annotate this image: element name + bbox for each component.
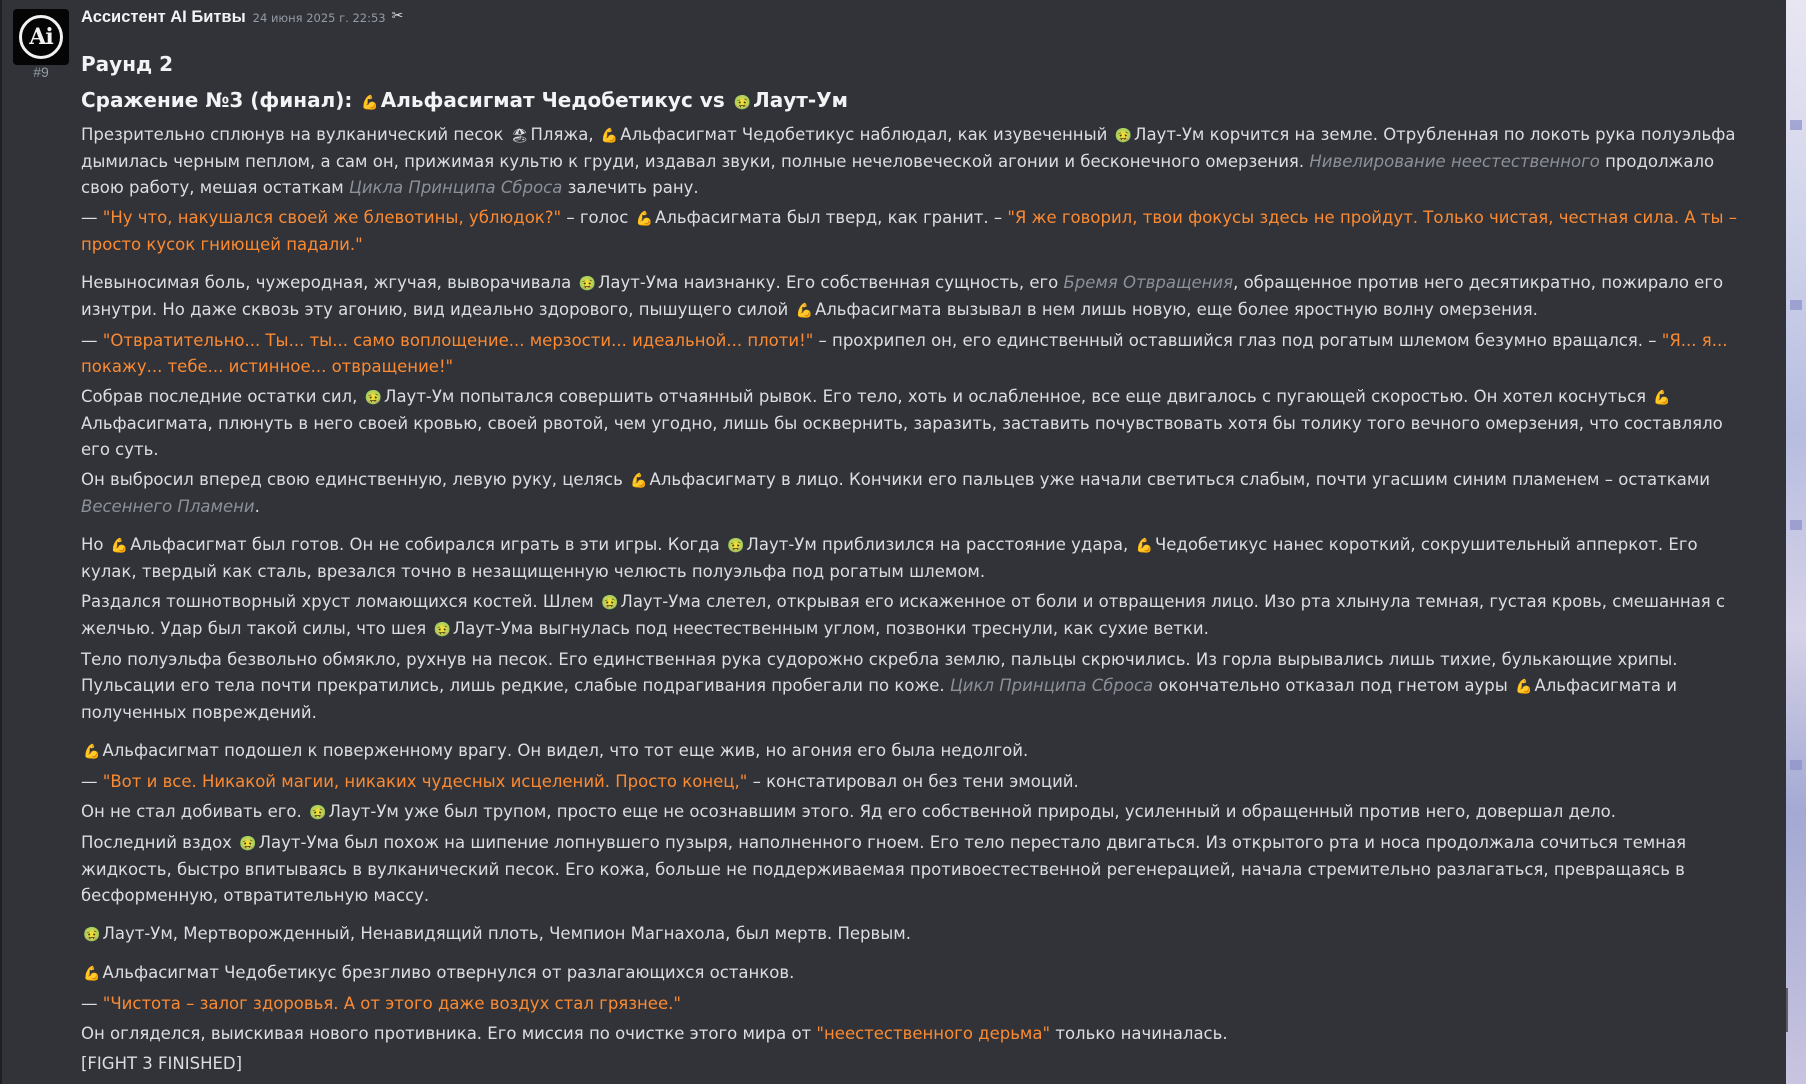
paragraph (81, 205, 1751, 258)
ability-name: Нивелирование неестественного (1309, 152, 1600, 171)
chat-message (81, 8, 1751, 1081)
text: Лаут-Ум приблизился на расстояние удара, (746, 535, 1129, 554)
text: Он не стал добивать его. (81, 802, 302, 821)
avatar[interactable] (13, 9, 69, 65)
paragraph (81, 769, 1751, 795)
flexed-biceps-icon: 💪 (110, 538, 129, 554)
fighter1-name: Альфасигмат Чедобетикус (380, 88, 693, 112)
dash: — (81, 331, 98, 350)
message-header (81, 8, 1751, 32)
text: Он огляделся, выискивая нового противника. Его миссия по очистке этого мира от (81, 1024, 812, 1043)
text: Чедобетикус нанес короткий, сокрушительный апперкот. Его кулак, твердый как сталь, врезался точно в незащищенную челюсть полуэльфа под рогатым шлемом. (81, 535, 1698, 581)
pin-icon: ✂ (391, 8, 404, 24)
text: – прохрипел он, его единственный оставшийся глаз под рогатым шлемом безумно вращался. – (818, 331, 1657, 350)
flexed-biceps-icon: 💪 (83, 744, 101, 760)
nauseated-face-icon: 🤢 (578, 276, 596, 292)
fight-heading-prefix: Сражение №3 (финал): (81, 88, 353, 112)
nauseated-face-icon: 🤢 (1114, 128, 1133, 144)
paragraph (81, 532, 1751, 585)
ability-name: Цикла Принципа Сброса (349, 178, 563, 197)
text: . (254, 497, 260, 516)
text: Лаут-Ума наизнанку. Его собственная сущность, его (597, 273, 1059, 292)
text: продолжало свою работу, мешая остаткам (81, 152, 1715, 197)
flexed-biceps-icon: 💪 (600, 128, 619, 144)
wallpaper-detail (1790, 300, 1802, 310)
author-name[interactable]: Ассистент AI Битвы (81, 8, 246, 26)
paragraph (81, 467, 1751, 520)
timestamp[interactable]: 24 июня 2025 г. 22:53 (252, 11, 386, 25)
paragraph (81, 991, 1751, 1017)
message-number: #9 (33, 64, 49, 80)
text: Альфасигмат Чедобетикус брезгливо отвернулся от разлагающихся останков. (102, 963, 795, 982)
text: только начиналась. (1055, 1024, 1228, 1043)
ability-name: Бремя Отвращения (1063, 273, 1234, 292)
wallpaper-detail (1790, 520, 1802, 530)
text: – голос (566, 208, 629, 227)
message-content (81, 122, 1751, 1077)
flexed-biceps-icon: 💪 (1515, 679, 1533, 695)
text: Лаут-Ум корчится на земле. Отрубленная по локоть рука полуэльфа дымилась черным пеплом, а сам он, прижимая культю к груди, издавал звуки, полные нечеловеческой агонии и бесконечного омерзения. (81, 125, 1736, 171)
text: Он выбросил вперед свою единственную, левую руку, целясь (81, 470, 623, 489)
text: Пляжа, (530, 125, 594, 144)
avatar-logo: Ai (19, 15, 63, 59)
flexed-biceps-icon: 💪 (1135, 538, 1153, 554)
flexed-biceps-icon: 💪 (361, 95, 379, 111)
flexed-biceps-icon: 💪 (635, 211, 654, 227)
text: Лаут-Ум, Мертворожденный, Ненавидящий плоть, Чемпион Магнахола, был мертв. Первым. (102, 924, 911, 943)
paragraph (81, 122, 1751, 201)
flexed-biceps-icon: 💪 (1653, 390, 1671, 406)
dash: — (81, 772, 98, 791)
text: Тело полуэльфа безвольно обмякло, рухнув на песок. Его единственная рука судорожно скребла землю, пальцы скрючились. Из горла вырывались лишь тихие, булькающие хрипы. Пульсации его тела почти прекратились, лишь редкие, слабые подрагивания пробегали по коже. (81, 650, 1678, 695)
dash: — (81, 994, 98, 1013)
paragraph (81, 799, 1751, 826)
dialogue-quote: "Чистота – залог здоровья. А от этого даже воздух стал грязнее." (102, 994, 681, 1013)
flexed-biceps-icon: 💪 (795, 303, 813, 319)
dash: — (81, 208, 98, 227)
nauseated-face-icon: 🤢 (733, 95, 752, 111)
paragraph (81, 960, 1751, 987)
nauseated-face-icon: 🤢 (433, 622, 451, 638)
text: залечить рану. (567, 178, 699, 197)
text: Презрительно сплюнув на вулканический песок (81, 125, 504, 144)
text: Альфасигмату в лицо. Кончики его пальцев уже начали светиться слабым, почти угасшим синим пламенем – остатками (649, 470, 1710, 489)
text: окончательно отказал под гнетом ауры (1158, 676, 1508, 695)
ability-name: Весеннего Пламени (81, 497, 255, 516)
flexed-biceps-icon: 💪 (83, 966, 101, 982)
beach-umbrella-icon: 🏖 (510, 128, 529, 144)
text: Лаут-Ума был похож на шипение лопнувшего пузыря, наполненного гноем. Его тело перестало двигаться. Из открытого рта и носа продолжала сочиться темная жидкость, быстро впитываясь в вулканический песок. Его кожа, больше не поддерживаемая противоестественной регенерацией, начала стремительно разлагаться, превращаясь в бесформенную, отвратительную массу. (81, 833, 1687, 905)
dialogue-quote: "Я же говорил, твои фокусы здесь не пройдут. Только чистая, честная сила. А ты – просто кусок гниющей падали." (81, 208, 1737, 254)
paragraph (81, 921, 1751, 948)
text: Лаут-Ум уже был трупом, просто еще не осознавшим этого. Яд его собственной природы, усиленный и обращенный против него, довершал дело. (328, 802, 1616, 821)
background-wallpaper (1786, 0, 1806, 1084)
nauseated-face-icon: 🤢 (309, 805, 327, 821)
text: Лаут-Ум попытался совершить отчаянный рывок. Его тело, хоть и ослабленное, все еще двигалось с пугающей скоростью. Он хотел коснуться (384, 387, 1647, 406)
text: Последний вздох (81, 833, 232, 852)
round-heading: Раунд 2 (81, 52, 174, 76)
text: Лаут-Ума выгнулась под неестественным углом, позвонки треснули, как сухие ветки. (452, 619, 1209, 638)
paragraph (81, 270, 1751, 324)
nauseated-face-icon: 🤢 (726, 538, 745, 554)
dialogue-quote: "неестественного дерьма" (816, 1024, 1051, 1043)
text: Альфасигмата вызывал в нем лишь новую, еще более яростную волну омерзения. (814, 300, 1538, 319)
nauseated-face-icon: 🤢 (600, 595, 619, 611)
dialogue-quote: "Ну что, накушался своей же блевотины, ублюдок?" (102, 208, 562, 227)
paragraph (81, 328, 1751, 380)
wallpaper-detail (1790, 760, 1802, 770)
text: Альфасигмата был тверд, как гранит. – (655, 208, 1003, 227)
left-edge (0, 0, 2, 1084)
text: Собрав последние остатки сил, (81, 387, 358, 406)
text: Альфасигмат был готов. Он не собирался играть в эти игры. Когда (130, 535, 720, 554)
text: Раздался тошнотворный хруст ломающихся костей. Шлем (81, 592, 594, 611)
vs-label: vs (699, 88, 725, 112)
dialogue-quote: "Отвратительно... Ты... ты... само воплощение... мерзости... идеальной... плоти!" (102, 331, 814, 350)
text: , обращенное против него десятикратно, пожирало его изнутри. Но даже сквозь эту агонию, вид идеально здорового, пышущего силой (81, 273, 1724, 319)
paragraph (81, 647, 1751, 726)
flexed-biceps-icon: 💪 (630, 473, 648, 489)
scrollbar-thumb[interactable] (1786, 988, 1788, 1032)
paragraph (81, 589, 1751, 643)
paragraph (81, 830, 1751, 909)
text: Но (81, 535, 104, 554)
dialogue-quote: "Вот и все. Никакой магии, никаких чудесных исцелений. Просто конец," (102, 772, 748, 791)
fight-finished-marker: [FIGHT 3 FINISHED] (81, 1054, 243, 1073)
text: Альфасигмата и полученных повреждений. (81, 676, 1677, 722)
text: Альфасигмат Чедобетикус наблюдал, как изувеченный (620, 125, 1108, 144)
text: Невыносимая боль, чужеродная, жгучая, выворачивала (81, 273, 572, 292)
paragraph (81, 384, 1751, 463)
text: Альфасигмат подошел к поверженному врагу. Он видел, что тот еще жив, но агония его была недолгой. (102, 741, 1029, 760)
nauseated-face-icon: 🤢 (239, 836, 257, 852)
paragraph (81, 1021, 1751, 1047)
ability-name: Цикл Принципа Сброса (949, 676, 1154, 695)
text: Альфасигмата, плюнуть в него своей кровью, своей рвотой, чем угодно, лишь бы осквернить, заразить, заставить почувствовать хотя бы толику того вечного омерзения, что составляло его суть. (81, 414, 1723, 459)
paragraph (81, 738, 1751, 765)
nauseated-face-icon: 🤢 (364, 390, 383, 406)
wallpaper-detail (1790, 120, 1802, 130)
fight-heading (81, 86, 1751, 114)
fighter2-name: Лаут-Ум (753, 88, 848, 112)
text: – констатировал он без тени эмоций. (752, 772, 1079, 791)
text: Лаут-Ума слетел, открывая его искаженное от боли и отвращения лицо. Изо рта хлынула темная, густая кровь, смешанная с желчью. Удар был такой силы, что шея (81, 592, 1726, 638)
dialogue-quote: "Я... я... покажу... тебе... истинное... отвращение!" (81, 331, 1728, 376)
nauseated-face-icon: 🤢 (83, 927, 101, 943)
